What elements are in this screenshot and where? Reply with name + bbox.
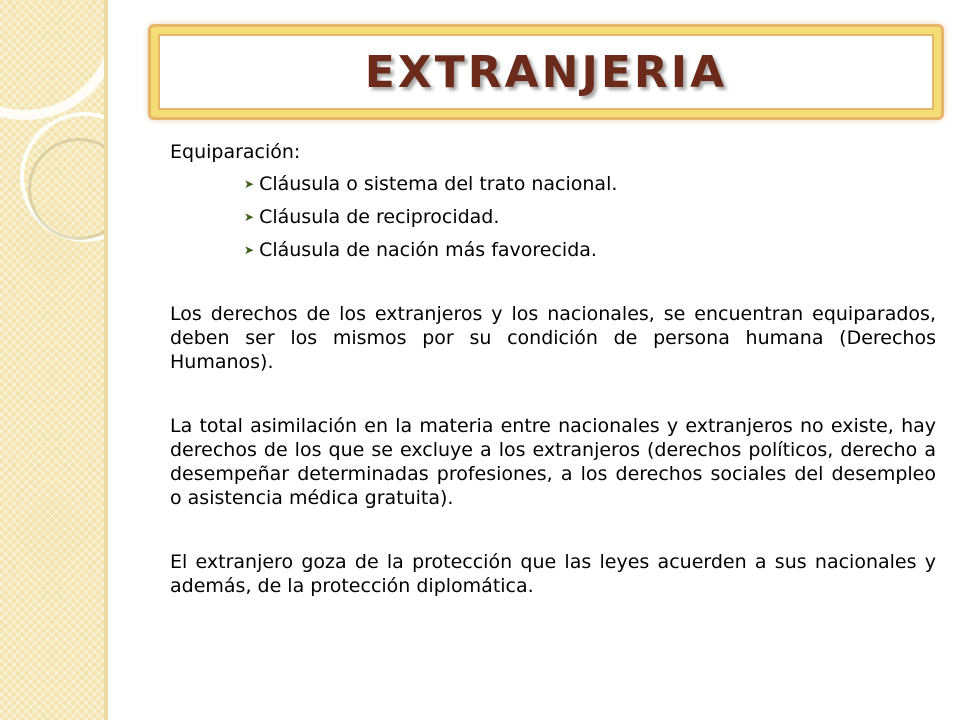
bullet-text: Cláusula de reciprocidad. bbox=[259, 206, 500, 228]
bullet-text: Cláusula o sistema del trato nacional. bbox=[259, 173, 618, 195]
paragraph: Los derechos de los extranjeros y los nacionales, se encuentran equiparados, deben ser los mismos por su condición de persona humana (Derechos Humanos). bbox=[170, 303, 936, 373]
decorative-ring bbox=[0, 0, 104, 120]
bullet-list bbox=[244, 172, 936, 262]
paragraph: El extranjero goza de la protección que las leyes acuerden a sus nacionales y además, de la protección diplomática. bbox=[170, 551, 936, 597]
paragraph: La total asimilación en la materia entre nacionales y extranjeros no existe, hay derechos de los que se excluye a los extranjeros (derechos políticos, derecho a desempeñar determinadas profesiones, a los derechos sociales del desempleo o asistencia médica gratuita). bbox=[170, 415, 936, 509]
arrowhead-bullet-icon: ➤ bbox=[244, 243, 255, 257]
bullet-item bbox=[244, 238, 936, 262]
slide-body bbox=[170, 140, 936, 638]
slide-title: EXTRANJERIA bbox=[364, 46, 728, 98]
bullet-item bbox=[244, 205, 936, 229]
bullet-item bbox=[244, 172, 936, 196]
arrowhead-bullet-icon: ➤ bbox=[244, 210, 255, 224]
title-box bbox=[158, 34, 934, 110]
arrowhead-bullet-icon: ➤ bbox=[244, 177, 255, 191]
lead-text: Equiparación: bbox=[170, 141, 301, 163]
title-frame bbox=[148, 24, 944, 120]
decorative-side-strip bbox=[0, 0, 104, 720]
strip-divider bbox=[104, 0, 108, 720]
bullet-text: Cláusula de nación más favorecida. bbox=[259, 239, 597, 261]
